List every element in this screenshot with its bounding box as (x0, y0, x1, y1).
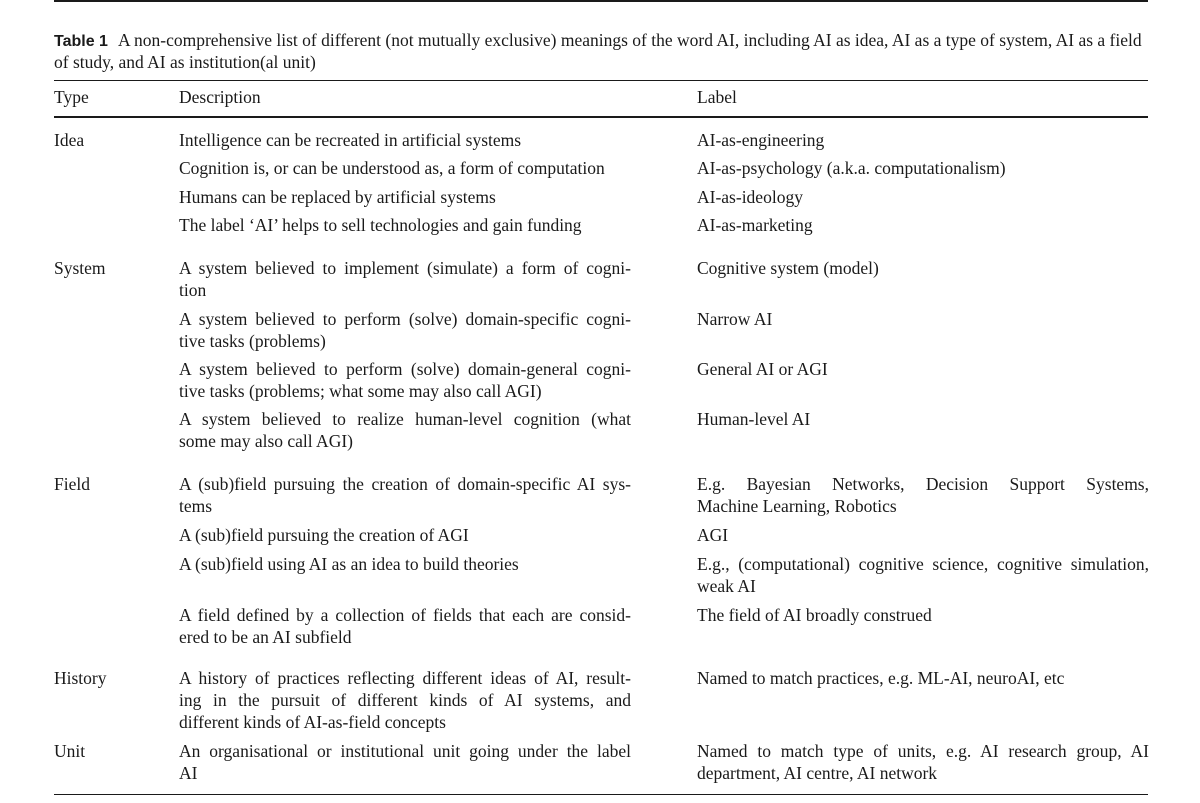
table-top-rule (54, 0, 1148, 2)
label-line: Machine Learning, Robotics (697, 496, 897, 516)
description-line: A history of practices reflecting different ideas of AI, result- (179, 668, 631, 688)
label-line: AGI (697, 525, 729, 545)
description-line: Humans can be replaced by artificial systems (179, 187, 496, 207)
label-line: department, AI centre, AI network (697, 763, 938, 783)
label-line: General AI or AGI (697, 359, 828, 379)
label-line: weak AI (697, 576, 756, 596)
description-line: ing in the pursuit of different kinds of AI systems, and (179, 690, 631, 710)
row-type: Unit (54, 741, 86, 761)
label-line: AI-as-ideology (697, 187, 803, 207)
row-description (179, 740, 631, 784)
description-line: A system believed to implement (simulate) a form of cogni- (179, 258, 631, 278)
row-label (697, 524, 1149, 546)
row-label (697, 157, 1149, 179)
row-label (697, 308, 1149, 330)
row-type: Field (54, 474, 90, 494)
description-line: An organisational or institutional unit going under the label (179, 741, 631, 761)
label-line: AI-as-marketing (697, 215, 813, 235)
row-description (179, 473, 631, 517)
row-label (697, 473, 1149, 517)
header-bottom-rule (54, 116, 1148, 118)
description-line: AI (179, 763, 198, 783)
row-description (179, 604, 631, 648)
description-line: The label ‘AI’ helps to sell technologies and gain funding (179, 215, 582, 235)
caption-text: A non-comprehensive list of different (not mutually exclusive) meanings of the word AI, including AI as idea, AI as a type of system, AI as a field of study, and AI as institution(al unit) (54, 30, 1142, 72)
header-description: Description (179, 87, 261, 107)
table-caption (54, 30, 1150, 73)
label-line: AI-as-engineering (697, 130, 825, 150)
table-bottom-rule (54, 794, 1148, 795)
row-description (179, 257, 631, 301)
description-line: tive tasks (problems; what some may also call AGI) (179, 381, 542, 401)
row-description (179, 358, 631, 402)
label-line: AI-as-psychology (a.k.a. computationalism) (697, 158, 1006, 178)
label-line: Named to match practices, e.g. ML-AI, neuroAI, etc (697, 668, 1065, 688)
row-label (697, 604, 1149, 626)
row-description (179, 157, 631, 179)
label-line: Human-level AI (697, 409, 811, 429)
description-line: tems (179, 496, 213, 516)
caption-label: Table 1 (54, 33, 108, 50)
row-type: Idea (54, 130, 85, 150)
description-line: A field defined by a collection of fields that each are consid- (179, 605, 631, 625)
row-label (697, 186, 1149, 208)
description-line: A (sub)field pursuing the creation of AGI (179, 525, 469, 545)
header-type: Type (54, 87, 89, 107)
row-description (179, 129, 631, 151)
description-line: A system believed to perform (solve) domain-general cogni- (179, 359, 631, 379)
label-line: E.g. Bayesian Networks, Decision Support Systems, (697, 474, 1149, 494)
description-line: A system believed to realize human-level cognition (what (179, 409, 631, 429)
row-type: History (54, 668, 107, 688)
description-line: A (sub)field pursuing the creation of domain-specific AI sys- (179, 474, 631, 494)
description-line: A system believed to perform (solve) domain-specific cogni- (179, 309, 631, 329)
row-description (179, 214, 631, 236)
row-label (697, 408, 1149, 430)
label-line: E.g., (computational) cognitive science, cognitive simulation, (697, 554, 1149, 574)
description-line: ered to be an AI subfield (179, 627, 352, 647)
row-description (179, 408, 631, 452)
label-line: Cognitive system (model) (697, 258, 879, 278)
row-label (697, 553, 1149, 597)
row-description (179, 524, 631, 546)
description-line: A (sub)field using AI as an idea to build theories (179, 554, 519, 574)
row-label (697, 740, 1149, 784)
row-type: System (54, 258, 106, 278)
row-description (179, 308, 631, 352)
row-description (179, 186, 631, 208)
description-line: some may also call AGI) (179, 431, 353, 451)
row-label (697, 129, 1149, 151)
description-line: different kinds of AI-as-field concepts (179, 712, 446, 732)
row-label (697, 667, 1149, 689)
label-line: The field of AI broadly construed (697, 605, 932, 625)
row-label (697, 257, 1149, 279)
label-line: Narrow AI (697, 309, 773, 329)
row-description (179, 667, 631, 733)
description-line: tive tasks (problems) (179, 331, 326, 351)
row-description (179, 553, 631, 575)
description-line: Cognition is, or can be understood as, a form of computation (179, 158, 605, 178)
description-line: Intelligence can be recreated in artificial systems (179, 130, 522, 150)
header-top-rule (54, 80, 1148, 81)
description-line: tion (179, 280, 207, 300)
row-label (697, 214, 1149, 236)
header-label: Label (697, 87, 737, 107)
label-line: Named to match type of units, e.g. AI research group, AI (697, 741, 1149, 761)
row-label (697, 358, 1149, 380)
